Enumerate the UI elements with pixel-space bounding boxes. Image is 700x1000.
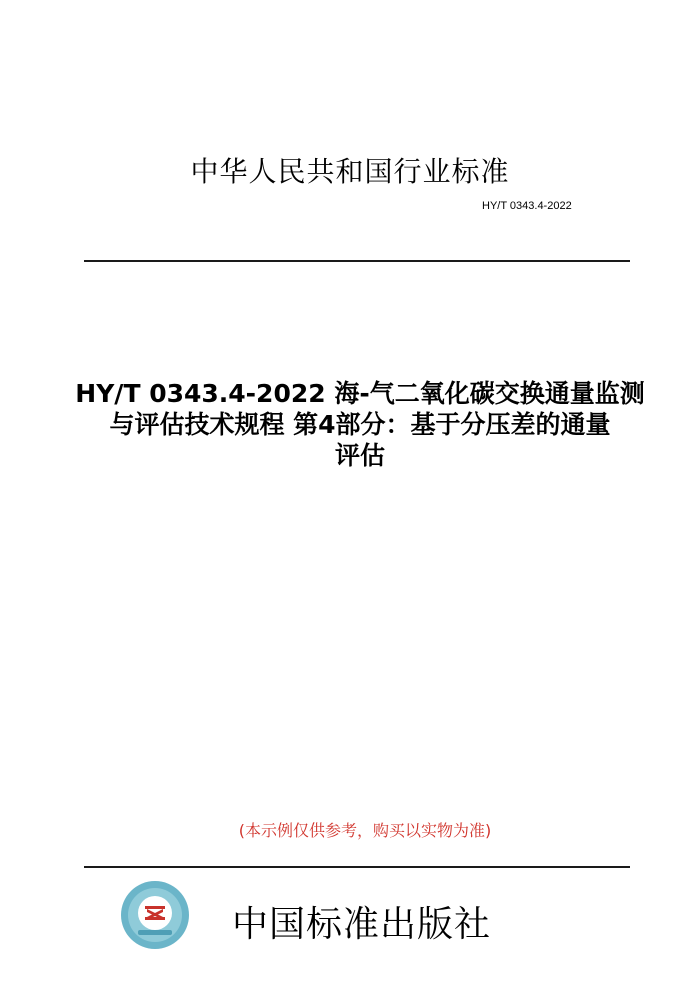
document-title-line: HY/T 0343.4-2022 海-气二氧化碳交换通量监测 [75, 379, 645, 408]
sample-notice: (本示例仅供参考，购买以实物为准) [238, 821, 492, 840]
document-title [40, 378, 680, 471]
document-title-line: 评估 [334, 441, 385, 470]
standard-code: HY/T 0343.4-2022 [482, 200, 572, 212]
publisher-name: 中国标准出版社 [232, 904, 492, 945]
publisher-seal-icon [120, 880, 190, 950]
bottom-divider [84, 866, 630, 868]
document-title-line: 与评估技术规程 第4部分：基于分压差的通量 [109, 410, 611, 439]
top-divider [84, 260, 630, 262]
standard-category-title: 中华人民共和国行业标准 [190, 155, 510, 188]
